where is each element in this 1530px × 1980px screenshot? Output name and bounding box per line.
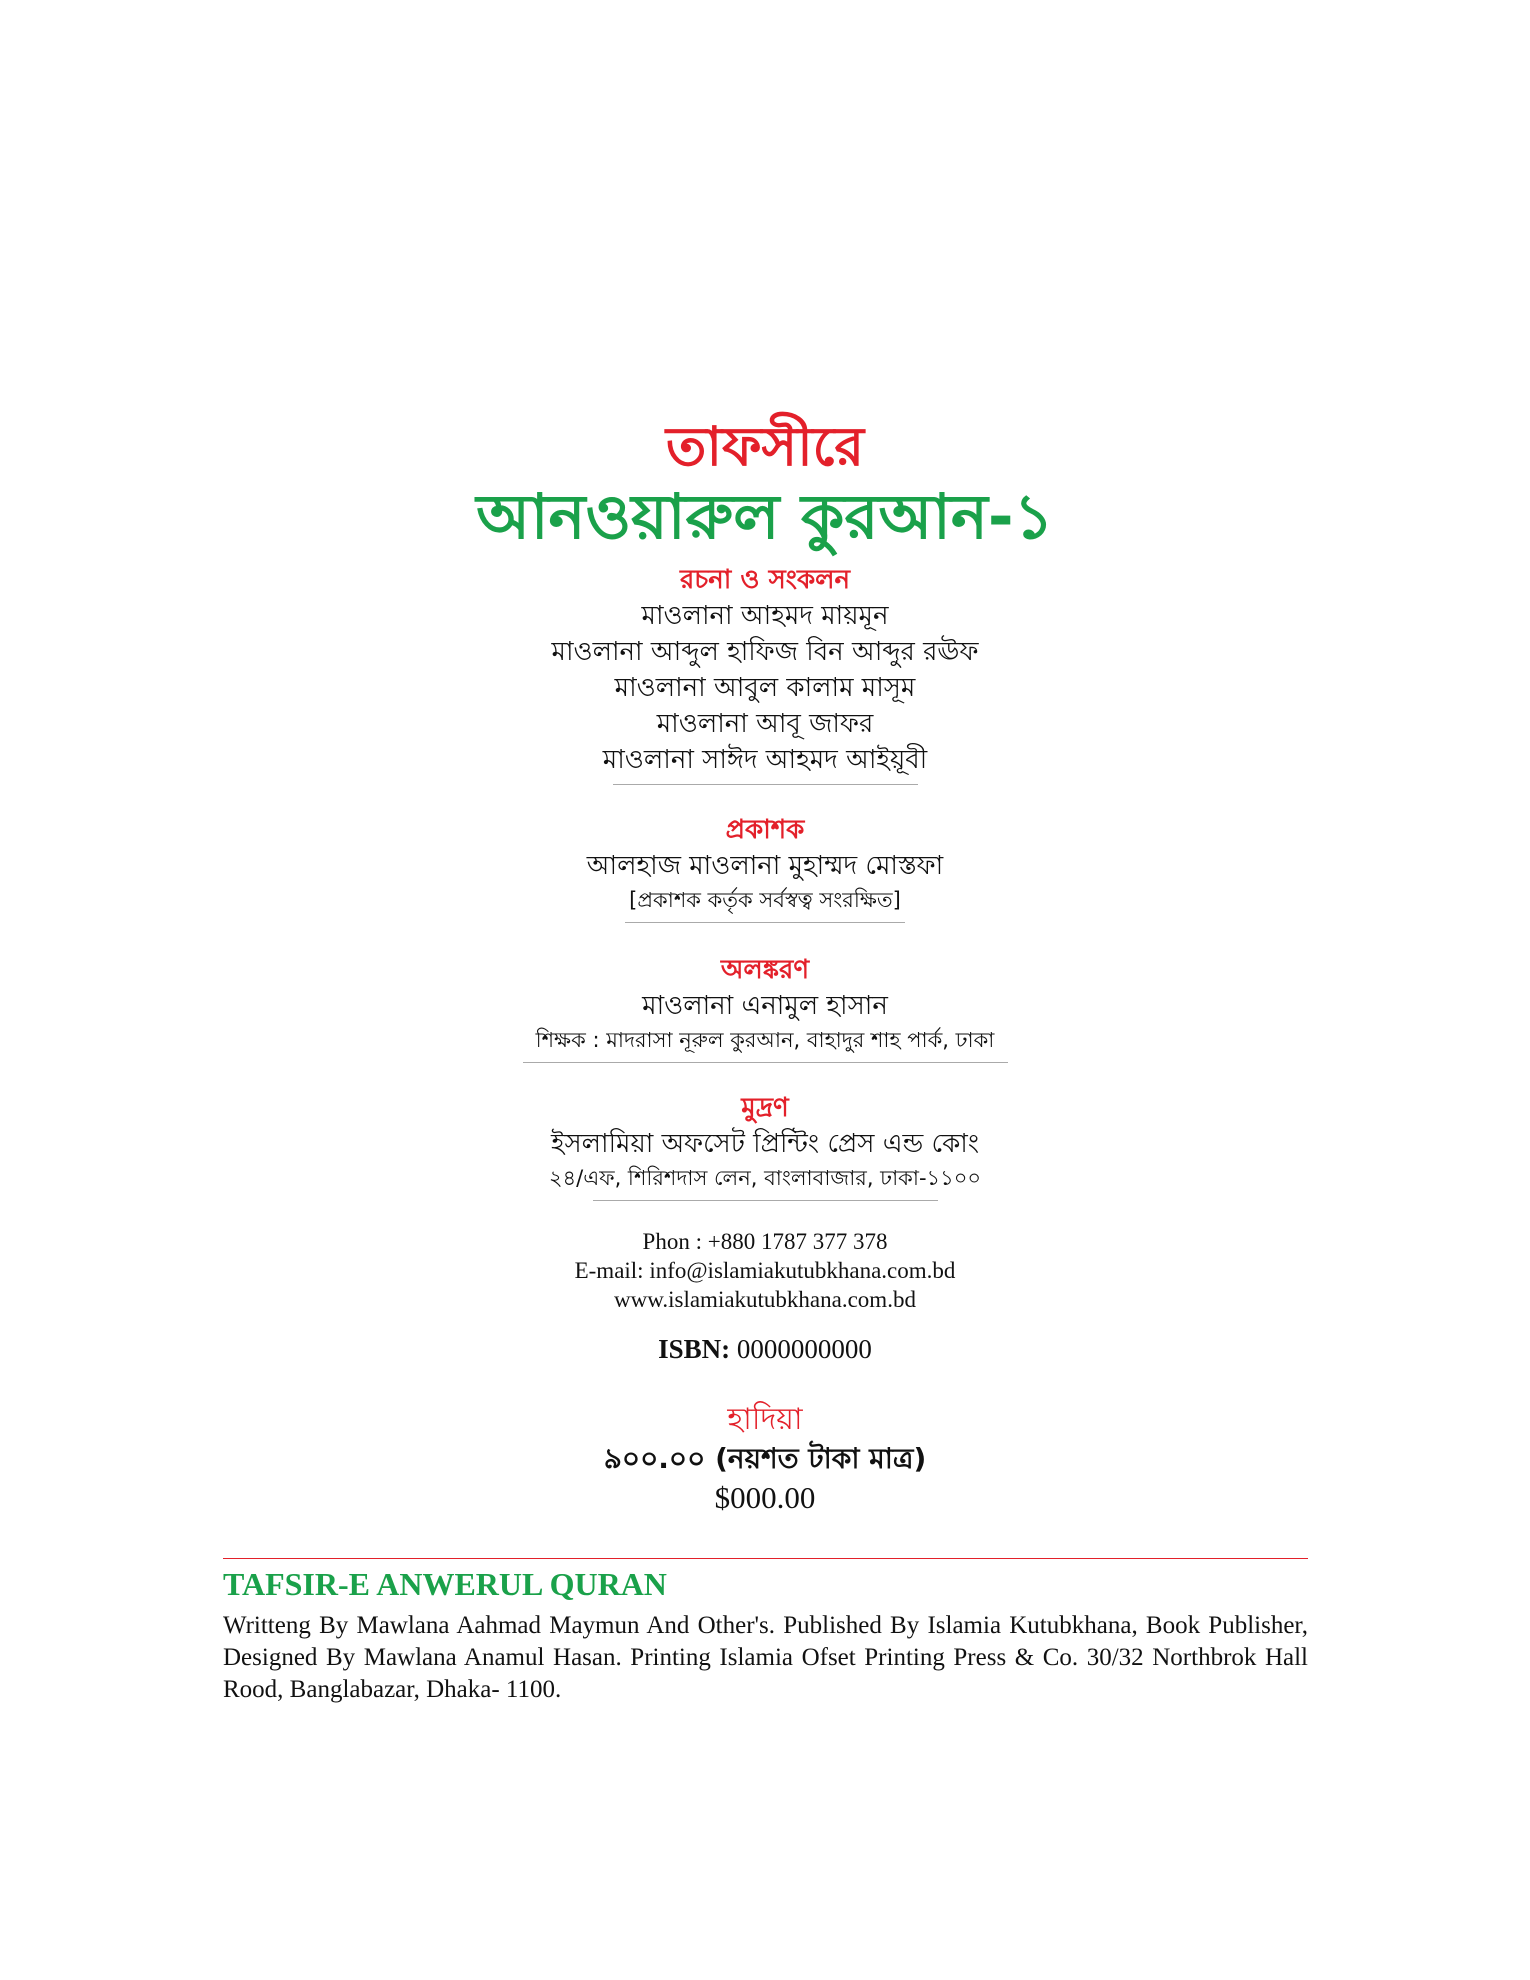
price-usd: $000.00 — [714, 1480, 816, 1515]
compilation-heading: রচনা ও সংকলন — [679, 565, 851, 595]
phone-text: Phon : +880 1787 377 378 — [642, 1229, 888, 1254]
publisher-name: আলহাজ মাওলানা মুহাম্মদ মোস্তফা — [586, 851, 944, 881]
design-heading: অলঙ্করণ — [720, 955, 810, 985]
designer-note: শিক্ষক : মাদরাসা নূরুল কুরআন, বাহাদুর শাহ পার্ক, ঢাকা — [535, 1028, 995, 1052]
price-bn: ৯০০.০০ (নয়শত টাকা মাত্র) — [603, 1442, 927, 1475]
printing-heading: মুদ্রণ — [741, 1093, 789, 1123]
footer-text: Writteng By Mawlana Aahmad Maymun And Other's. Published By Islamia Kutubkhana, Book Publisher, Designed By Mawlana Anamul Hasan. Printing Islamia Ofset Printing Press & Co. 30/32 Northbrok Hall Rood, Banglabazar, Dhaka- 1100. — [223, 1612, 1308, 1703]
publisher-section — [0, 812, 1530, 923]
price-section — [0, 1400, 1530, 1518]
footer-divider — [223, 1558, 1308, 1559]
title-line-2: আনওয়ারুল কুরআন-১ — [476, 480, 1054, 553]
footer-title: TAFSIR-E ANWERUL QURAN — [223, 1566, 667, 1602]
printer-name: ইসলামিয়া অফসেট প্রিন্টিং প্রেস এন্ড কোং — [550, 1129, 980, 1159]
email-text: E-mail: info@islamiakutubkhana.com.bd — [574, 1258, 956, 1283]
printing-section — [0, 1090, 1530, 1201]
publisher-heading: প্রকাশক — [725, 815, 805, 845]
isbn-line — [0, 1334, 1530, 1365]
contact-section — [0, 1227, 1530, 1314]
design-section — [0, 952, 1530, 1063]
isbn-label: ISBN: — [658, 1334, 731, 1364]
author-2: মাওলানা আব্দুল হাফিজ বিন আব্দুর রঊফ — [551, 637, 979, 667]
divider — [593, 1200, 938, 1201]
isbn-value: 0000000000 — [736, 1334, 872, 1364]
author-1: মাওলানা আহমদ মায়মূন — [641, 601, 889, 631]
author-3: মাওলানা আবুল কালাম মাসূম — [614, 673, 916, 703]
divider — [523, 1062, 1008, 1063]
compilation-section — [0, 562, 1530, 785]
printer-address: ২৪/এফ, শিরিশদাস লেন, বাংলাবাজার, ঢাকা-১১০০ — [548, 1166, 982, 1190]
author-5: মাওলানা সাঈদ আহমদ আইয়ূবী — [602, 745, 928, 775]
divider — [625, 922, 905, 923]
divider — [613, 784, 918, 785]
copyright-note: [প্রকাশক কর্তৃক সর্বস্বত্ব সংরক্ষিত] — [629, 888, 901, 912]
website-text: www.islamiakutubkhana.com.bd — [614, 1287, 916, 1312]
title-line-1: তাফসীরে — [665, 415, 865, 478]
author-4: মাওলানা আবূ জাফর — [656, 709, 874, 739]
price-heading: হাদিয়া — [727, 1402, 803, 1437]
designer-name: মাওলানা এনামুল হাসান — [642, 991, 888, 1021]
